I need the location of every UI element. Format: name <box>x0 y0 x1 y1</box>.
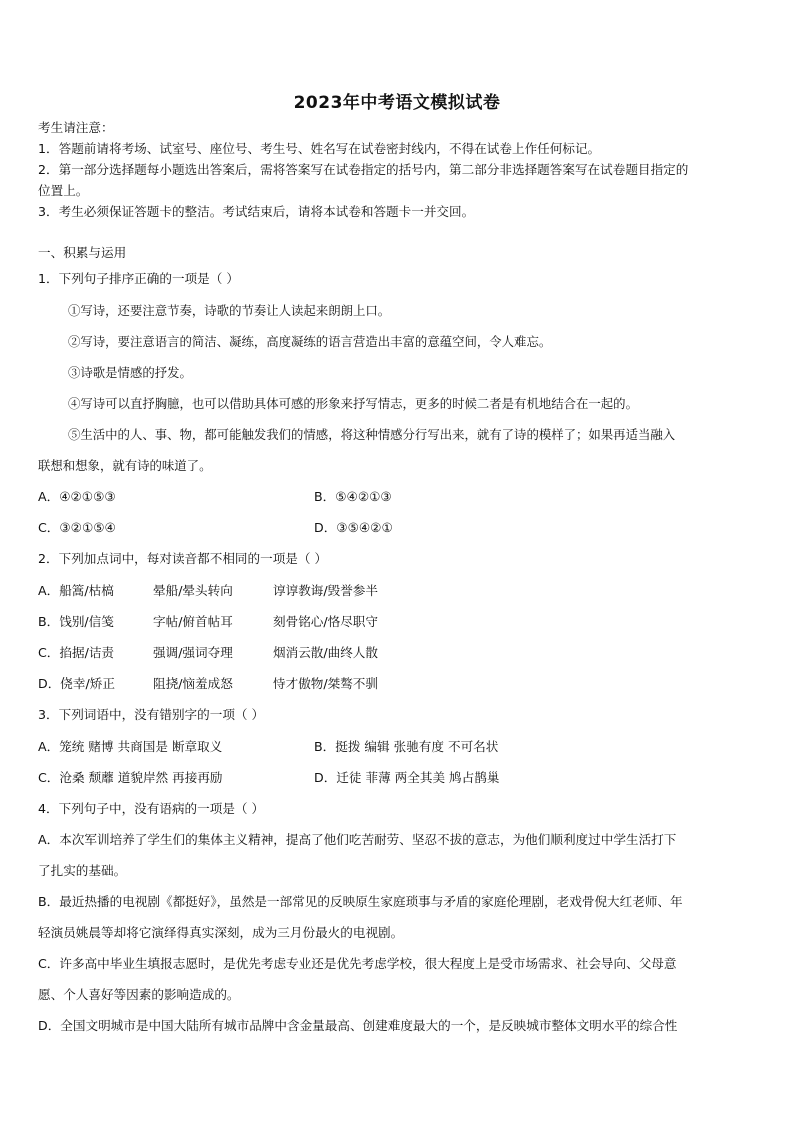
q1-option-a: A．④②①⑤③ <box>38 489 116 504</box>
q1-sentence: ⑤生活中的人、事、物，都可能触发我们的情感，将这种情感分行写出来，就有了诗的模样了；如果再适当融入 <box>68 427 676 442</box>
section-heading: 一、积累与运用 <box>38 245 127 260</box>
q1-sentence: ①写诗，还要注意节奏，诗歌的节奏让人读起来朗朗上口。 <box>68 303 391 318</box>
notice-item: 3．考生必须保证答题卡的整洁。考试结束后，请将本试卷和答题卡一并交回。 <box>38 204 475 219</box>
q2-option-part: B．饯别/信笺 <box>38 614 114 629</box>
q1-option-d: D．③⑤④②① <box>314 520 393 535</box>
q2-option-part: 恃才傲物/桀骜不驯 <box>273 676 378 691</box>
question-4-stem: 4．下列句子中，没有语病的一项是（ ） <box>38 801 265 816</box>
q2-option-part: C．掐据/诘责 <box>38 645 115 660</box>
q4-option-line: C．许多高中毕业生填报志愿时，是优先考虑专业还是优先考虑学校，很大程度上是受市场需求、社会导向、父母意 <box>38 956 677 971</box>
q2-option-part: 晕船/晕头转向 <box>153 583 233 598</box>
q4-option-line: 轻演员姚晨等却将它演绎得真实深刻，成为三月份最火的电视剧。 <box>38 925 404 940</box>
q3-option-b: B．挺拨 编辑 张驰有度 不可名状 <box>314 739 499 754</box>
q2-option-part: 刻骨铭心/恪尽职守 <box>273 614 378 629</box>
q2-option-part: D．侥幸/矫正 <box>38 676 115 691</box>
q2-option-part: 强调/强词夺理 <box>153 645 233 660</box>
q2-option-part: 烟消云散/曲终人散 <box>273 645 378 660</box>
notice-item: 位置上。 <box>38 183 89 198</box>
notice-item: 2．第一部分选择题每小题选出答案后，需将答案写在试卷指定的括号内，第二部分非选择题答案写在试卷题目指定的 <box>38 162 689 177</box>
q1-sentence: ②写诗，要注意语言的简洁、凝练，高度凝练的语言营造出丰富的意蕴空间，令人难忘。 <box>68 334 552 349</box>
q1-option-b: B．⑤④②①③ <box>314 489 392 504</box>
q3-option-a: A．笼统 赌博 共商国是 断章取义 <box>38 739 223 754</box>
q2-option-part: A．船篙/枯槁 <box>38 583 114 598</box>
q4-option-line: B．最近热播的电视剧《都挺好》，虽然是一部常见的反映原生家庭琐事与矛盾的家庭伦理剧，老戏骨倪大红老师、年 <box>38 894 683 909</box>
q2-option-d <box>38 675 378 693</box>
q4-option-line: 愿、个人喜好等因素的影响造成的。 <box>38 987 240 1002</box>
q2-option-part: 字帖/俯首帖耳 <box>153 614 233 629</box>
q1-option-c: C．③②①⑤④ <box>38 520 116 535</box>
q2-option-part: 谆谆教诲/毁誉参半 <box>273 583 378 598</box>
q1-sentence: ④写诗可以直抒胸臆，也可以借助具体可感的形象来抒写情志，更多的时候二者是有机地结合在一起的。 <box>68 396 638 411</box>
q2-option-part: 阻挠/恼羞成怒 <box>153 676 233 691</box>
q4-option-line: A．本次军训培养了学生们的集体主义精神，提高了他们吃苦耐劳、坚忍不拔的意志，为他们顺利度过中学生活打下 <box>38 832 677 847</box>
question-2-stem: 2．下列加点词中，每对读音都不相同的一项是（ ） <box>38 551 328 566</box>
question-3-stem: 3．下列词语中，没有错别字的一项（ ） <box>38 707 265 722</box>
q2-option-c <box>38 644 378 662</box>
notice-item: 1．答题前请将考场、试室号、座位号、考生号、姓名写在试卷密封线内，不得在试卷上作任何标记。 <box>38 141 601 156</box>
q1-sentence: ③诗歌是情感的抒发。 <box>68 365 192 380</box>
page-title: 2023年中考语文模拟试卷 <box>293 93 501 113</box>
q3-option-d: D．迁徒 菲薄 两全其美 鸠占鹊巢 <box>314 770 500 785</box>
q1-sentence-continuation: 联想和想象，就有诗的味道了。 <box>38 458 212 473</box>
q4-option-line: 了扎实的基础。 <box>38 863 127 878</box>
q2-option-b <box>38 613 378 631</box>
question-1-stem: 1．下列句子排序正确的一项是（ ） <box>38 271 239 286</box>
q2-option-a <box>38 582 378 600</box>
notice-heading: 考生请注意： <box>38 120 114 135</box>
q3-option-c: C．沧桑 颓蘼 道貌岸然 再接再励 <box>38 770 223 785</box>
q4-option-line: D．全国文明城市是中国大陆所有城市品牌中含金量最高、创建难度最大的一个，是反映城市整体文明水平的综合性 <box>38 1018 678 1033</box>
